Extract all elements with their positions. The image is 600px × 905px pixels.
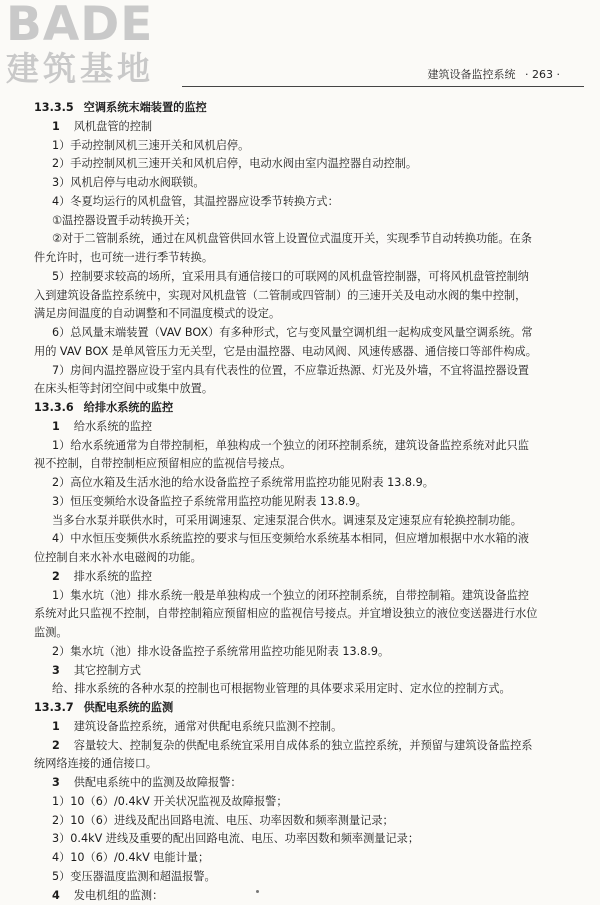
text-line: 4）冬夏均运行的风机盘管，其温控器应设季节转换方式： <box>34 193 582 212</box>
scan-speck <box>256 890 259 893</box>
heading-text: 给水系统的监控 <box>74 420 152 433</box>
text-line: 6）总风量末端装置（VAV BOX）有多种形式，它与变风量空调机组一起构成变风量空调系统。常 <box>34 324 582 343</box>
text-line: 3）恒压变频给水设备监控子系统常用监控功能见附表 13.8.9。 <box>34 493 582 512</box>
heading-number: 3 <box>52 664 60 677</box>
text-line: 5）变压器温度监测和超温报警。 <box>34 868 582 887</box>
subsection-heading <box>34 118 582 137</box>
text-line: 2）手动控制风机三速开关和风机启停，电动水阀由室内温控器自动控制。 <box>34 155 582 174</box>
text-line: 4）10（6）/0.4kV 电能计量； <box>34 849 582 868</box>
text-line: 1）集水坑（池）排水系统一般是单独构成一个独立的闭环控制系统，自带控制箱。建筑设备监控 <box>34 587 582 606</box>
text-line: 视不控制，自带控制柜应预留相应的监视信号接点。 <box>34 455 582 474</box>
text-line: 7）房间内温控器应设于室内具有代表性的位置，不应靠近热源、灯光及外墙，不宜将温控器设置 <box>34 362 582 381</box>
running-title: 建筑设备监控系统 <box>428 68 516 81</box>
text-line: 1）给水系统通常为自带控制柜，单独构成一个独立的闭环控制系统，建筑设备监控系统对此只监 <box>34 437 582 456</box>
text-line: 统网络连接的通信接口。 <box>34 755 582 774</box>
page-header <box>422 66 560 84</box>
page-number: · 263 · <box>525 68 560 81</box>
heading-number: 1 <box>52 420 60 433</box>
watermark-logo <box>6 0 181 90</box>
document-body <box>34 99 582 905</box>
text-line: 2）集水坑（池）排水设备监控子系统常用监控功能见附表 13.8.9。 <box>34 643 582 662</box>
heading-text: 供配电系统中的监测及故障报警： <box>74 776 242 789</box>
heading-number: 13.3.5 <box>34 99 74 118</box>
text-line: 1）10（6）/0.4kV 开关状况监视及故障报警； <box>34 793 582 812</box>
heading-number: 2 <box>52 739 60 752</box>
subsection-heading <box>34 737 582 756</box>
section-heading <box>34 399 582 418</box>
text-line: 系统对此只监视不控制，自带控制箱应预留相应的监视信号接点。并宜增设独立的液位变送器进行水位 <box>34 605 582 624</box>
heading-number: 13.3.7 <box>34 699 74 718</box>
heading-number: 4 <box>52 889 60 902</box>
heading-text: 排水系统的监控 <box>74 570 152 583</box>
section-heading <box>34 99 582 118</box>
heading-number: 1 <box>52 120 60 133</box>
text-line: 当多台水泵并联供水时，可采用调速泵、定速泵混合供水。调速泵及定速泵应有轮换控制功能。 <box>34 512 582 531</box>
heading-number: 13.3.6 <box>34 399 74 418</box>
heading-text: 发电机组的监测： <box>74 889 164 902</box>
header-divider <box>182 86 584 87</box>
text-line: 给、排水系统的各种水泵的控制也可根据物业管理的具体要求采用定时、定水位的控制方式。 <box>34 680 582 699</box>
heading-text: 供配电系统的监测 <box>84 699 174 718</box>
text-line: ②对于二管制系统，通过在风机盘管供回水管上设置位式温度开关，实现季节自动转换功能。在条 <box>34 230 582 249</box>
heading-text: 建筑设备监控系统，通常对供配电系统只监测不控制。 <box>74 720 343 733</box>
text-line: 入到建筑设备监控系统中，实现对风机盘管（二管制或四管制）的三速开关及电动水阀的集中控制， <box>34 287 582 306</box>
text-line: ①温控器设置手动转换开关； <box>34 212 582 231</box>
text-line: 1）手动控制风机三速开关和风机启停。 <box>34 137 582 156</box>
subsection-heading <box>34 418 582 437</box>
text-line: 位控制自来水补水电磁阀的功能。 <box>34 549 582 568</box>
heading-text: 其它控制方式 <box>74 664 141 677</box>
text-line: 在床头柜等封闭空间中或集中放置。 <box>34 380 582 399</box>
heading-text: 空调系统末端装置的监控 <box>84 99 207 118</box>
text-line: 满足房间温度的自动调整和不同温度模式的设定。 <box>34 305 582 324</box>
logo-subtitle: 建筑基地 <box>6 50 181 88</box>
text-line: 2）10（6）进线及配出回路电流、电压、功率因数和频率测量记录； <box>34 812 582 831</box>
subsection-heading <box>34 568 582 587</box>
text-line: 3）0.4kV 进线及重要的配出回路电流、电压、功率因数和频率测量记录； <box>34 830 582 849</box>
logo-brand-text: BADE <box>6 0 153 52</box>
text-line: 2）高位水箱及生活水池的给水设备监控子系统常用监控功能见附表 13.8.9。 <box>34 474 582 493</box>
heading-number: 2 <box>52 570 60 583</box>
text-line: 件允许时，也可统一进行季节转换。 <box>34 249 582 268</box>
heading-text: 风机盘管的控制 <box>74 120 152 133</box>
heading-text: 给排水系统的监控 <box>84 399 174 418</box>
text-line: 监测。 <box>34 624 582 643</box>
subsection-heading <box>34 718 582 737</box>
heading-number: 1 <box>52 720 60 733</box>
text-line: 3）风机启停与电动水阀联锁。 <box>34 174 582 193</box>
text-line: 4）中水恒压变频供水系统监控的要求与恒压变频给水系统基本相同，但应增加根据中水水箱的液 <box>34 530 582 549</box>
heading-text: 容量较大、控制复杂的供配电系统宜采用自成体系的独立监控系统，并预留与建筑设备监控系 <box>74 739 533 752</box>
subsection-heading <box>34 774 582 793</box>
subsection-heading <box>34 662 582 681</box>
text-line: 5）控制要求较高的场所，宜采用具有通信接口的可联网的风机盘管控制器，可将风机盘管控制纳 <box>34 268 582 287</box>
section-heading <box>34 699 582 718</box>
subsection-heading <box>34 887 582 905</box>
logo-brand <box>6 0 181 50</box>
heading-number: 3 <box>52 776 60 789</box>
text-line: 用的 VAV BOX 是单风管压力无关型，它是由温控器、电动风阀、风速传感器、通信接口等部件构成。 <box>34 343 582 362</box>
